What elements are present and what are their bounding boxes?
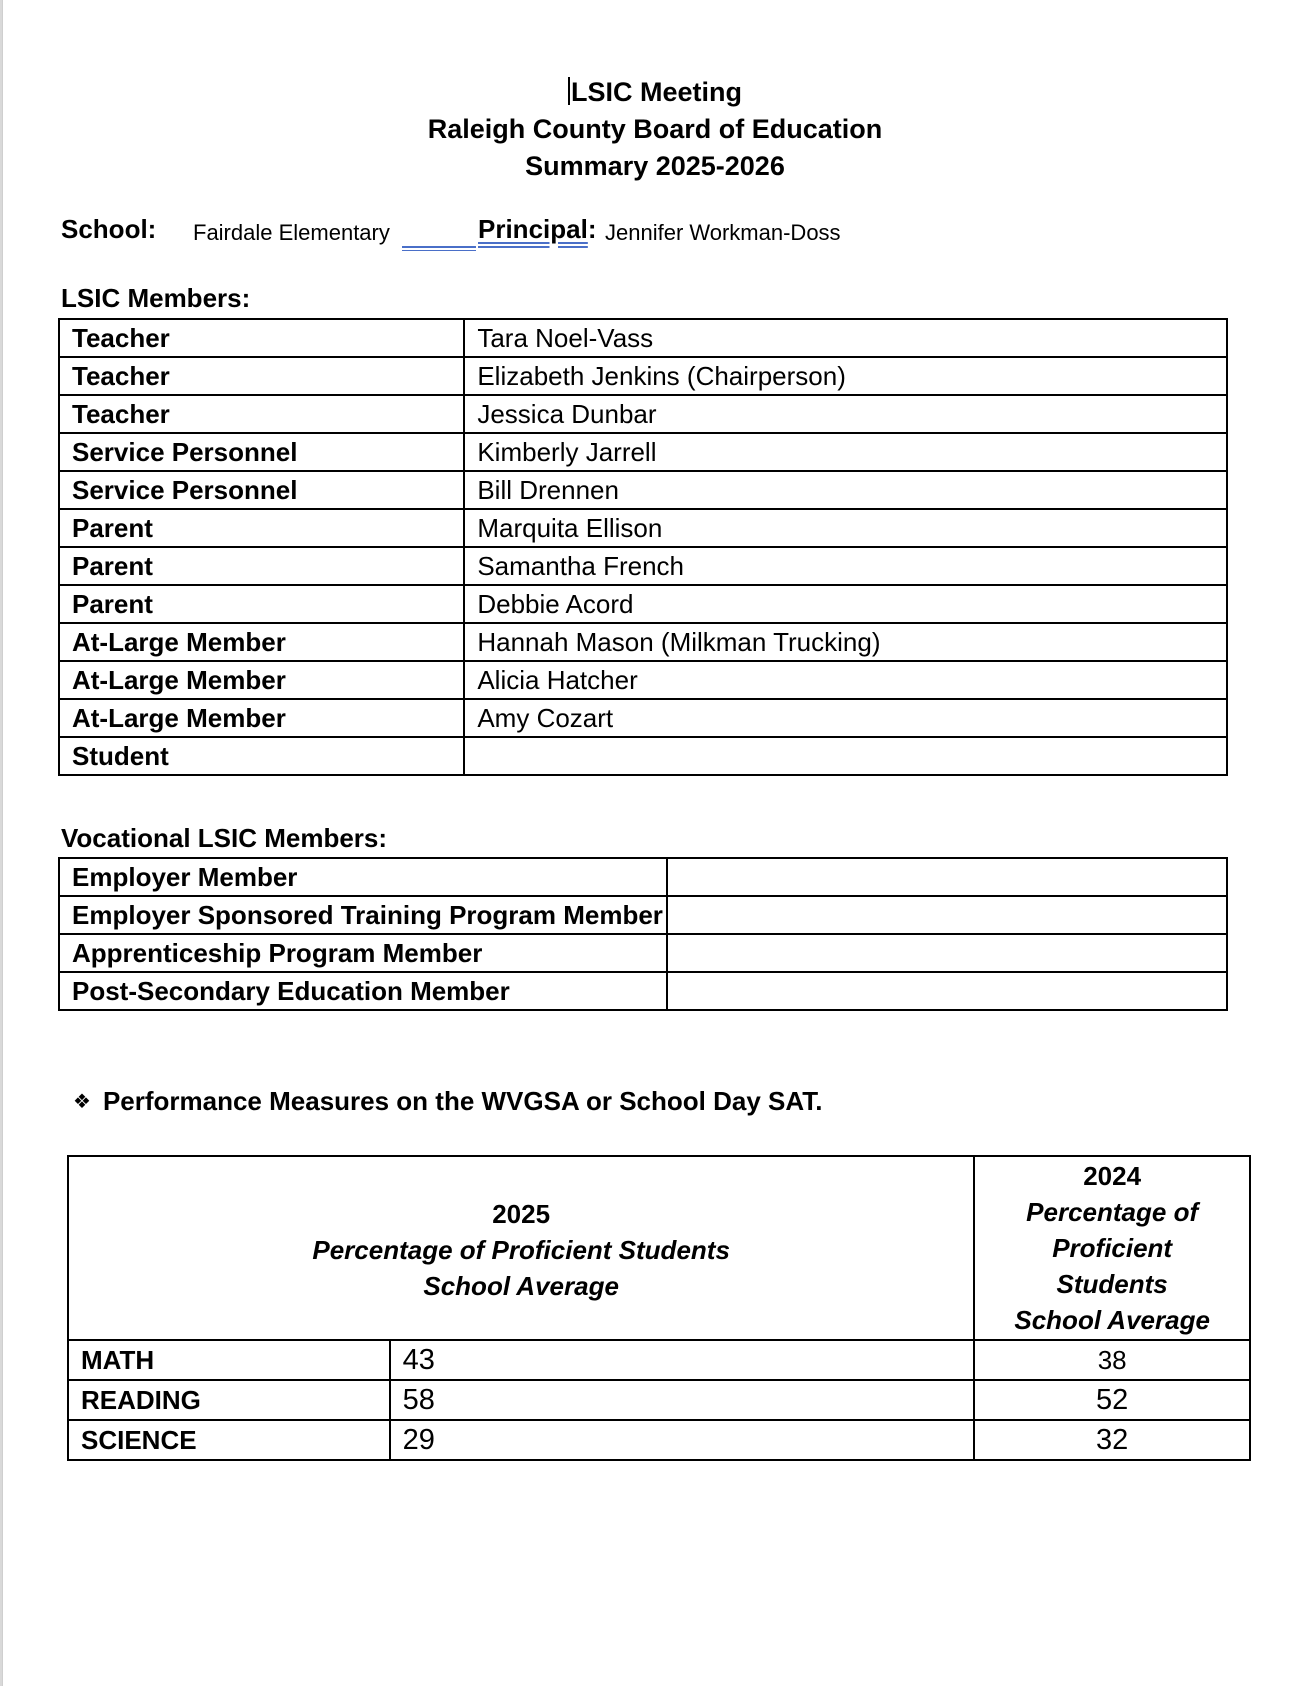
lsic-members-label: LSIC Members: [61,283,251,313]
subject-label: READING [68,1380,390,1420]
member-name[interactable]: Bill Drennen [464,471,1227,509]
member-role: At-Large Member [59,623,464,661]
score-2024[interactable]: 52 [974,1380,1250,1420]
title-line-3: Summary 2025-2026 [525,151,785,181]
member-name[interactable]: Kimberly Jarrell [464,433,1227,471]
member-role: Parent [59,509,464,547]
document-title [3,74,1302,185]
member-name[interactable] [667,934,1227,972]
lsic-members-table [58,318,1228,776]
member-name[interactable] [667,896,1227,934]
member-name[interactable]: Samantha French [464,547,1227,585]
table-row [59,357,1227,395]
performance-row [68,1420,1250,1460]
table-row [59,319,1227,357]
member-role: Teacher [59,357,464,395]
school-underline [402,246,476,251]
member-role: Post-Secondary Education Member [59,972,667,1010]
table-row [59,585,1227,623]
member-role: Apprenticeship Program Member [59,934,667,972]
subject-label: SCIENCE [68,1420,390,1460]
member-name[interactable]: Amy Cozart [464,699,1227,737]
member-name[interactable]: Marquita Ellison [464,509,1227,547]
principal-value[interactable]: Jennifer Workman-Doss [605,220,841,245]
member-name[interactable]: Jessica Dunbar [464,395,1227,433]
table-row [59,896,1227,934]
member-role: Employer Sponsored Training Program Member [59,896,667,934]
school-label: School: [61,214,157,244]
score-2024[interactable]: 38 [974,1340,1250,1380]
text-cursor [568,77,570,105]
table-row [59,737,1227,775]
member-role: Employer Member [59,858,667,896]
table-row [59,433,1227,471]
performance-heading-text: Performance Measures on the WVGSA or School Day SAT. [102,1086,823,1116]
table-row [59,934,1227,972]
table-row [59,858,1227,896]
diamond-bullet-icon: ❖ [73,1091,91,1113]
table-row [59,972,1227,1010]
member-name[interactable] [464,737,1227,775]
member-role: Parent [59,547,464,585]
score-2025[interactable]: 43 [390,1340,975,1380]
member-role: Teacher [59,395,464,433]
member-name[interactable]: Elizabeth Jenkins (Chairperson) [464,357,1227,395]
table-row [59,623,1227,661]
member-role: Service Personnel [59,471,464,509]
table-row [59,395,1227,433]
header-2025: 2025 Percentage of Proficient Students School Average [68,1156,974,1340]
member-role: Teacher [59,319,464,357]
vocational-members-label: Vocational LSIC Members: [61,823,388,853]
principal-label: Principal: [478,214,597,244]
member-name[interactable]: Hannah Mason (Milkman Trucking) [464,623,1227,661]
subject-label: MATH [68,1340,390,1380]
table-row [59,509,1227,547]
table-row [59,471,1227,509]
performance-row [68,1380,1250,1420]
member-role: Student [59,737,464,775]
document-page [2,0,1302,1686]
performance-table [67,1155,1251,1461]
member-name[interactable]: Alicia Hatcher [464,661,1227,699]
member-role: At-Large Member [59,661,464,699]
performance-row [68,1340,1250,1380]
member-name[interactable]: Tara Noel-Vass [464,319,1227,357]
table-row [59,661,1227,699]
title-line-1: LSIC Meeting [570,77,742,107]
performance-heading [73,1086,822,1117]
member-name[interactable] [667,858,1227,896]
member-role: At-Large Member [59,699,464,737]
member-name[interactable] [667,972,1227,1010]
score-2025[interactable]: 58 [390,1380,975,1420]
score-2024[interactable]: 32 [974,1420,1250,1460]
header-2024: 2024 Percentage of Proficient Students School Average [974,1156,1250,1340]
title-line-2: Raleigh County Board of Education [427,114,883,144]
member-role: Service Personnel [59,433,464,471]
table-row [59,547,1227,585]
vocational-members-table [58,857,1228,1011]
school-value[interactable]: Fairdale Elementary [193,220,390,245]
member-name[interactable]: Debbie Acord [464,585,1227,623]
table-row [59,699,1227,737]
member-role: Parent [59,585,464,623]
score-2025[interactable]: 29 [390,1420,975,1460]
